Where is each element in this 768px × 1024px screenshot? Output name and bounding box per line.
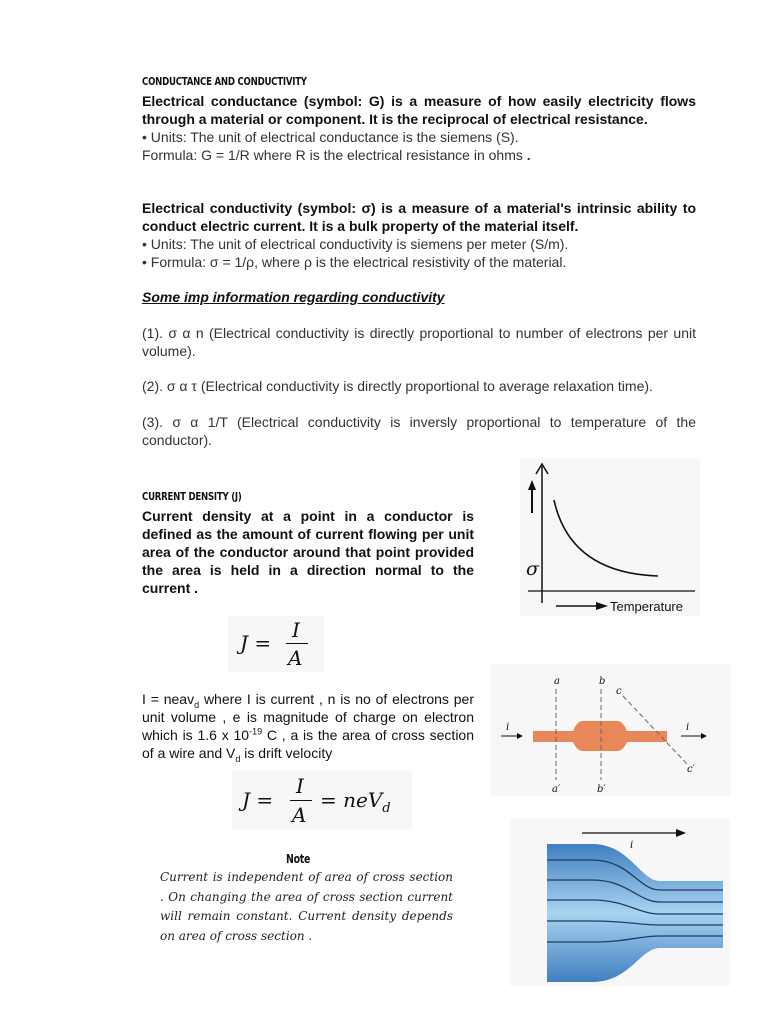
imp-info-heading: Some imp information regarding conductivity: [142, 289, 445, 305]
note-text: Current is independent of area of cross section . On changing the area of cross section current will remain constant. Current density depends on area of cross section .: [160, 870, 453, 943]
equation-current-density: [228, 616, 324, 672]
conductivity-units: • Units: The unit of electrical conductivity is siemens per meter (S/m).: [142, 236, 569, 252]
current-density-definition: Current density at a point in a conductor is defined as the amount of current flowing per unit area of the conductor around that point provided the area is held in a direction normal to the current .: [142, 508, 474, 596]
eq2-rhs-sub: d: [382, 801, 391, 816]
point-1: (1). σ α n (Electrical conductivity is directly proportional to number of electrons per unit volume).: [142, 325, 696, 359]
conductivity-definition: Electrical conductivity (symbol: σ) is a measure of a material's intrinsic ability to conduct electric current. It is a bulk property of the material itself.: [142, 200, 696, 234]
eq2-lhs: J =: [242, 788, 274, 812]
wire-label-a: a: [554, 676, 560, 687]
conductance-formula: [142, 146, 696, 164]
graph-x-label: Temperature: [610, 599, 683, 614]
conductance-formula-text: Formula: G = 1/R where R is the electrical resistance in ohms: [142, 147, 523, 163]
wire-label-b-prime: b′: [597, 784, 606, 795]
eq2-numerator: I: [296, 774, 304, 798]
section-heading-current-density: CURRENT DENSITY (J): [142, 490, 242, 503]
eq1-denominator: A: [288, 646, 303, 670]
symbols-part-2: where I is current , n is no of electrons per unit volume , e is magnitude of charge on electron which is 1.6 x 10: [142, 691, 474, 743]
graph-y-symbol: σ: [526, 558, 539, 580]
equation-drift-velocity: [232, 770, 412, 830]
conductance-block: [142, 92, 696, 164]
eq2-rhs-text: = neV: [320, 788, 383, 812]
symbols-part-1: I = neav: [142, 691, 195, 707]
eq2-fraction-bar: [290, 800, 312, 801]
symbols-part-3: C , a is the area of cross section of a wire and V: [142, 727, 474, 761]
conductance-units: • Units: The unit of electrical conductance is the siemens (S).: [142, 129, 519, 145]
point-3: (3). σ α 1/T (Electrical conductivity is inversly proportional to temperature of the conductor).: [142, 414, 696, 448]
flow-label-i: i: [630, 840, 634, 851]
symbols-sub-d-2: d: [235, 753, 241, 764]
wire-label-c: c: [616, 686, 622, 697]
current-flow-figure: [510, 818, 730, 986]
graph-background: [520, 458, 700, 616]
section-heading-conductance: CONDUCTANCE AND CONDUCTIVITY: [142, 75, 307, 88]
eq2-rhs: [320, 788, 391, 816]
point-2: (2). σ α τ (Electrical conductivity is directly proportional to average relaxation time).: [142, 378, 653, 394]
wire-label-a-prime: a′: [552, 784, 561, 795]
conductivity-formula: • Formula: σ = 1/ρ, where ρ is the electrical resistivity of the material.: [142, 254, 567, 270]
wire-label-i-left: i: [506, 722, 510, 733]
symbols-description: [142, 690, 474, 762]
eq2-denominator: A: [292, 803, 307, 827]
symbols-part-4: is drift velocity: [240, 745, 333, 761]
wire-cross-section-figure: [491, 664, 731, 796]
note-heading: Note: [286, 852, 311, 866]
eq1-fraction-bar: [286, 643, 308, 644]
eq1-numerator: I: [292, 618, 300, 642]
wire-label-c-prime: c′: [687, 764, 695, 775]
conductivity-temperature-graph: [520, 458, 700, 616]
symbols-sup-exp: -19: [249, 726, 263, 737]
conductance-definition: Electrical conductance (symbol: G) is a measure of how easily electricity flows through a material or component. It is the reciprocal of electrical resistance.: [142, 93, 696, 127]
conductance-formula-end: .: [522, 147, 531, 163]
eq1-lhs: J =: [240, 631, 272, 655]
conductivity-block: [142, 199, 696, 271]
wire-label-b: b: [599, 676, 606, 687]
wire-label-i-right: i: [686, 722, 690, 733]
symbols-sub-d: d: [194, 699, 200, 710]
